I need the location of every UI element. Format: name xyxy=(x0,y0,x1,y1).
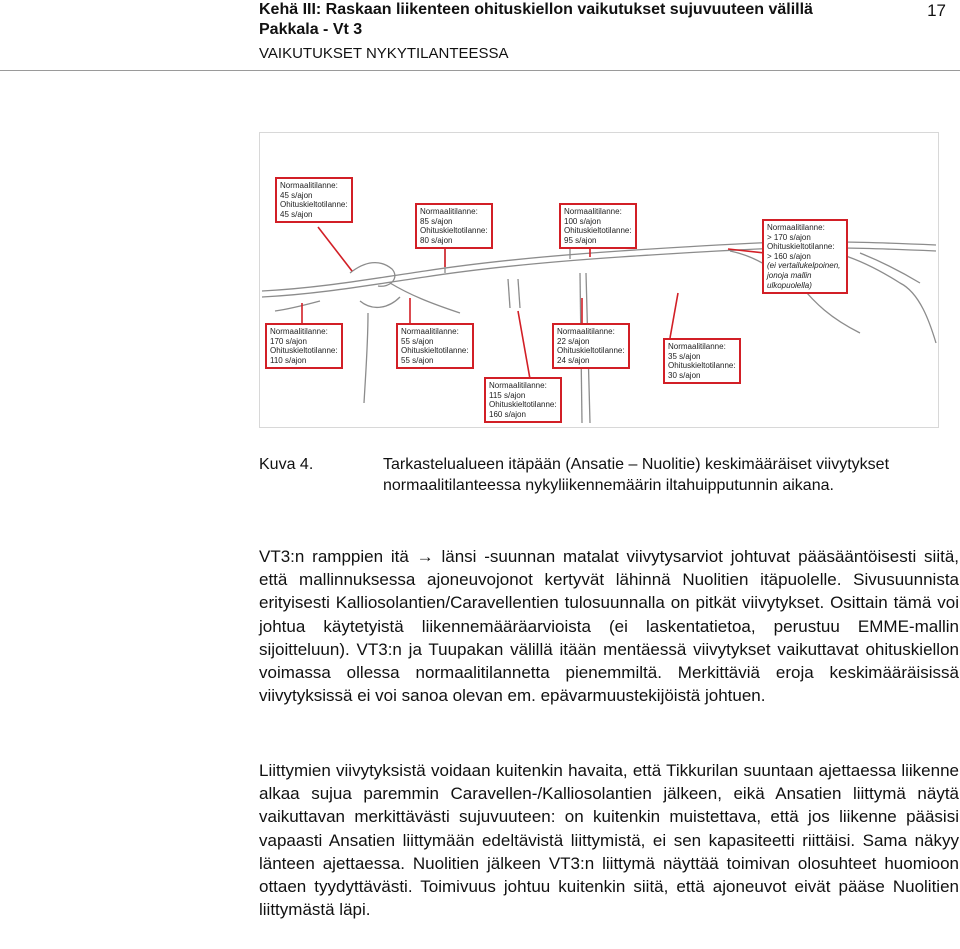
callout-3-line-4: 95 s/ajon xyxy=(564,235,597,245)
callout-8-line-4: 160 s/ajon xyxy=(489,409,526,419)
callout-3-line-3: Ohituskieltotilanne: xyxy=(564,226,632,236)
delay-callout-9 xyxy=(663,338,741,384)
delay-callout-4 xyxy=(762,219,848,294)
callout-6-line-1: Normaalitilanne: xyxy=(401,327,459,336)
leader-1 xyxy=(318,227,352,271)
callout-1-line-1: Normaalitilanne: xyxy=(280,181,338,190)
delay-callout-5 xyxy=(265,323,343,369)
callout-3-line-1: Normaalitilanne: xyxy=(564,207,622,216)
leader-8 xyxy=(518,311,530,379)
callout-4-line-1: Normaalitilanne: xyxy=(767,223,825,232)
callout-6-line-3: Ohituskieltotilanne: xyxy=(401,346,469,356)
callout-5-line-2: 170 s/ajon xyxy=(270,336,307,346)
page-number: 17 xyxy=(927,1,946,20)
callout-2-line-2: 85 s/ajon xyxy=(420,216,453,226)
callout-2-line-3: Ohituskieltotilanne: xyxy=(420,226,488,236)
callout-4-note: (ei vertailukelpoinen, jonoja mallin ulkopuolella) xyxy=(767,261,841,290)
callout-7-line-3: Ohituskieltotilanne: xyxy=(557,346,625,356)
figure-map xyxy=(259,132,939,428)
leader-9 xyxy=(670,293,678,338)
callout-1-line-3: Ohituskieltotilanne: xyxy=(280,200,348,210)
callout-1-line-4: 45 s/ajon xyxy=(280,209,313,219)
caption-text: Tarkastelualueen itäpään (Ansatie – Nuolitie) keskimääräiset viivytykset normaalitilanteessa nykyliikennemäärin iltahuipputunnin aikana. xyxy=(383,456,890,494)
page-header xyxy=(259,0,959,64)
callout-6-line-2: 55 s/ajon xyxy=(401,336,434,346)
callout-4-line-2: > 170 s/ajon xyxy=(767,232,811,242)
callout-9-line-3: Ohituskieltotilanne: xyxy=(668,361,736,371)
callout-5-line-4: 110 s/ajon xyxy=(270,355,307,365)
callout-7-line-2: 22 s/ajon xyxy=(557,336,590,346)
body-paragraph-2: Liittymien viivytyksistä voidaan kuitenkin havaita, että Tikkurilan suuntaan ajettaessa liikenne alkaa sujua paremmin Caravellen-/Kalliosolantien jälkeen, eikä Ansatien liittymä näytä vaikuttavan merkittävästi sujuvuuteen: on kuitenkin muistettava, että jos liikenne pääsisi vapaasti Ansatien liittymään edeltävistä liittymistä, ei sen kapasiteetti riittäisi. Sama näkyy länteen ajettaessa. Nuolitien jälkeen VT3:n liittymä näyttää toimivan olosuhteet huomioon ottaen tyydyttävästi. Toimivuus johtuu kuitenkin siitä, että ajoneuvot eivät pääse Nuolitien liittymästä läpi. xyxy=(259,761,959,920)
callout-4-line-3: Ohituskieltotilanne: xyxy=(767,242,835,252)
callout-8-line-1: Normaalitilanne: xyxy=(489,381,547,390)
header-divider xyxy=(0,70,960,71)
callout-8-line-2: 115 s/ajon xyxy=(489,390,526,400)
callout-3-line-2: 100 s/ajon xyxy=(564,216,601,226)
callout-1-line-2: 45 s/ajon xyxy=(280,190,313,200)
callout-9-line-4: 30 s/ajon xyxy=(668,370,701,380)
callout-5-line-3: Ohituskieltotilanne: xyxy=(270,346,338,356)
delay-callout-2 xyxy=(415,203,493,249)
delay-callout-1 xyxy=(275,177,353,223)
callout-8-line-3: Ohituskieltotilanne: xyxy=(489,400,557,410)
report-title-line2: Pakkala - Vt 3 xyxy=(259,21,363,38)
callout-6-line-4: 55 s/ajon xyxy=(401,355,434,365)
delay-callout-3 xyxy=(559,203,637,249)
delay-callout-8 xyxy=(484,377,562,423)
report-title-line1: Kehä III: Raskaan liikenteen ohituskiellon vaikutukset sujuvuuteen välillä xyxy=(259,1,813,18)
callout-7-line-4: 24 s/ajon xyxy=(557,355,590,365)
callout-2-line-1: Normaalitilanne: xyxy=(420,207,478,216)
callout-9-line-1: Normaalitilanne: xyxy=(668,342,726,351)
caption-label: Kuva 4. xyxy=(259,456,314,473)
body-paragraph-1: VT3:n ramppien itä → länsi -suunnan matalat viivytysarviot johtuvat pääsääntöisesti siitä, että mallinnuksessa ajoneuvojonot kertyvät lähinnä Nuolitien itäpuolelle. Sivusuunnista erityisesti Kalliosolantien/Caravellentien tulosuunnalla on pitkät viivytykset. Osittain tämä voi johtua käytetyistä liikennemääräarvioista (ei laskentatietoa, perustuu EMME-mallin sijoitteluun). VT3:n ja Tuupakan välillä itään mentäessä viivytykset vaikuttavat ohituskiellon voimassa ollessa normaalitilannetta pienemmiltä. Merkittäviä eroja keskimääräisissä viivytyksissä ei voi sanoa olevan em. epävarmuustekijöistä johtuen. xyxy=(259,547,959,706)
delay-callout-6 xyxy=(396,323,474,369)
section-title: VAIKUTUKSET NYKYTILANTEESSA xyxy=(259,45,509,62)
callout-2-line-4: 80 s/ajon xyxy=(420,235,453,245)
callout-9-line-2: 35 s/ajon xyxy=(668,351,701,361)
callout-5-line-1: Normaalitilanne: xyxy=(270,327,328,336)
callout-7-line-1: Normaalitilanne: xyxy=(557,327,615,336)
callout-4-line-4: > 160 s/ajon xyxy=(767,251,811,261)
delay-callout-7 xyxy=(552,323,630,369)
